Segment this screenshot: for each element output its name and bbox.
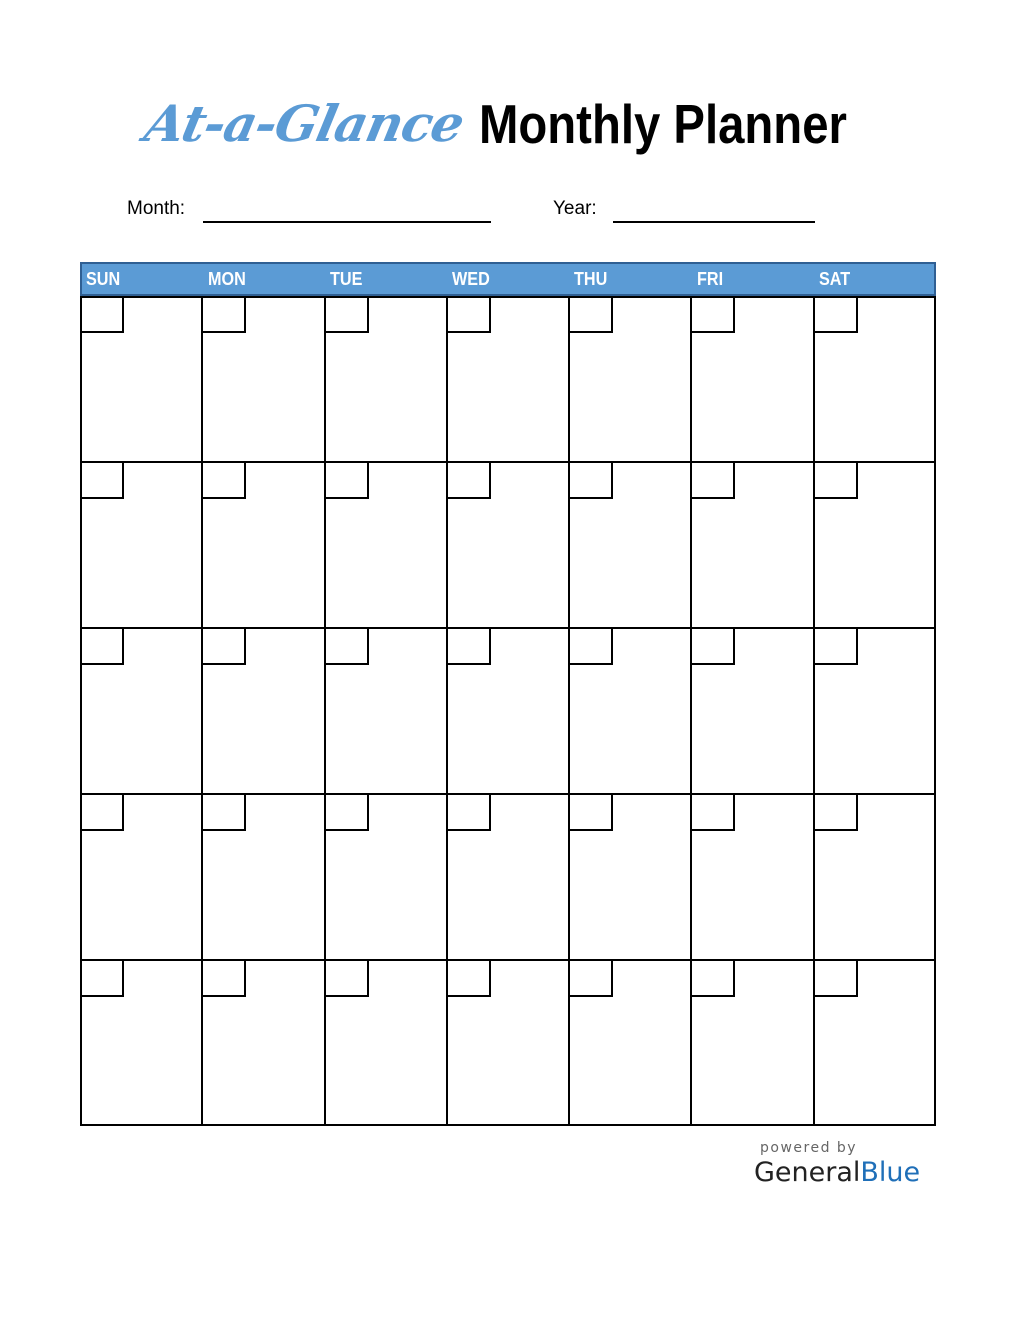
year-field-line[interactable]: [613, 221, 815, 223]
date-number-box[interactable]: [203, 629, 246, 665]
day-cell[interactable]: [447, 296, 569, 462]
brand-logo[interactable]: [754, 1157, 920, 1188]
date-number-box[interactable]: [326, 961, 369, 997]
day-cell[interactable]: [202, 794, 324, 960]
day-cell[interactable]: [691, 960, 813, 1126]
day-cell[interactable]: [447, 794, 569, 960]
month-field-line[interactable]: [203, 221, 491, 223]
brand-blue-text: Blue: [860, 1157, 921, 1188]
day-cell[interactable]: [569, 296, 691, 462]
day-cell[interactable]: [691, 296, 813, 462]
date-number-box[interactable]: [203, 795, 246, 831]
day-cell[interactable]: [691, 794, 813, 960]
date-number-box[interactable]: [692, 297, 735, 333]
day-header-sat: SAT: [819, 269, 851, 289]
date-number-box[interactable]: [326, 795, 369, 831]
day-cell[interactable]: [691, 462, 813, 628]
day-cell[interactable]: [814, 462, 936, 628]
day-cell[interactable]: [325, 960, 447, 1126]
date-number-box[interactable]: [570, 297, 613, 333]
day-cell[interactable]: [325, 462, 447, 628]
day-header-sun: SUN: [86, 269, 121, 289]
day-cell[interactable]: [80, 462, 202, 628]
day-cell[interactable]: [447, 960, 569, 1126]
date-number-box[interactable]: [326, 463, 369, 499]
date-number-box[interactable]: [692, 795, 735, 831]
brand-general-text: General: [754, 1157, 861, 1188]
weekday-header: [80, 262, 936, 296]
date-number-box[interactable]: [692, 463, 735, 499]
date-number-box[interactable]: [81, 297, 124, 333]
day-cell[interactable]: [447, 462, 569, 628]
title-script: At-a-Glance: [139, 94, 469, 153]
day-cell[interactable]: [569, 794, 691, 960]
day-cell[interactable]: [80, 628, 202, 794]
day-cell[interactable]: [325, 296, 447, 462]
calendar-cells: [80, 296, 936, 1126]
date-number-box[interactable]: [81, 463, 124, 499]
day-header-mon: MON: [208, 269, 246, 289]
date-number-box[interactable]: [448, 795, 491, 831]
date-number-box[interactable]: [815, 795, 858, 831]
date-number-box[interactable]: [448, 297, 491, 333]
date-number-box[interactable]: [448, 463, 491, 499]
month-label: Month:: [127, 198, 186, 219]
date-number-box[interactable]: [203, 961, 246, 997]
day-cell[interactable]: [80, 960, 202, 1126]
day-cell[interactable]: [691, 628, 813, 794]
date-number-box[interactable]: [81, 629, 124, 665]
day-cell[interactable]: [202, 462, 324, 628]
title-row: [0, 88, 1020, 168]
date-number-box[interactable]: [326, 297, 369, 333]
day-cell[interactable]: [325, 794, 447, 960]
page-title: Monthly Planner: [479, 93, 847, 155]
date-number-box[interactable]: [81, 961, 124, 997]
day-cell[interactable]: [569, 628, 691, 794]
day-cell[interactable]: [814, 296, 936, 462]
date-number-box[interactable]: [570, 795, 613, 831]
date-number-box[interactable]: [570, 629, 613, 665]
date-number-box[interactable]: [815, 297, 858, 333]
date-number-box[interactable]: [815, 629, 858, 665]
powered-by-text: powered by: [760, 1140, 858, 1156]
date-number-box[interactable]: [815, 463, 858, 499]
day-header-fri: FRI: [697, 269, 724, 289]
date-number-box[interactable]: [815, 961, 858, 997]
day-cell[interactable]: [80, 794, 202, 960]
year-label: Year:: [553, 198, 597, 219]
date-number-box[interactable]: [692, 961, 735, 997]
day-cell[interactable]: [202, 296, 324, 462]
day-header-wed: WED: [452, 269, 490, 289]
date-number-box[interactable]: [448, 961, 491, 997]
day-header-thu: THU: [574, 269, 608, 289]
day-header-tue: TUE: [330, 269, 363, 289]
day-cell[interactable]: [202, 960, 324, 1126]
day-cell[interactable]: [569, 462, 691, 628]
day-cell[interactable]: [569, 960, 691, 1126]
day-cell[interactable]: [325, 628, 447, 794]
day-cell[interactable]: [80, 296, 202, 462]
date-number-box[interactable]: [81, 795, 124, 831]
day-cell[interactable]: [447, 628, 569, 794]
calendar-grid: [80, 262, 936, 1126]
date-number-box[interactable]: [203, 463, 246, 499]
date-number-box[interactable]: [448, 629, 491, 665]
day-cell[interactable]: [814, 794, 936, 960]
date-number-box[interactable]: [203, 297, 246, 333]
day-cell[interactable]: [814, 960, 936, 1126]
date-number-box[interactable]: [570, 961, 613, 997]
date-number-box[interactable]: [326, 629, 369, 665]
day-cell[interactable]: [814, 628, 936, 794]
date-number-box[interactable]: [692, 629, 735, 665]
day-cell[interactable]: [202, 628, 324, 794]
date-number-box[interactable]: [570, 463, 613, 499]
